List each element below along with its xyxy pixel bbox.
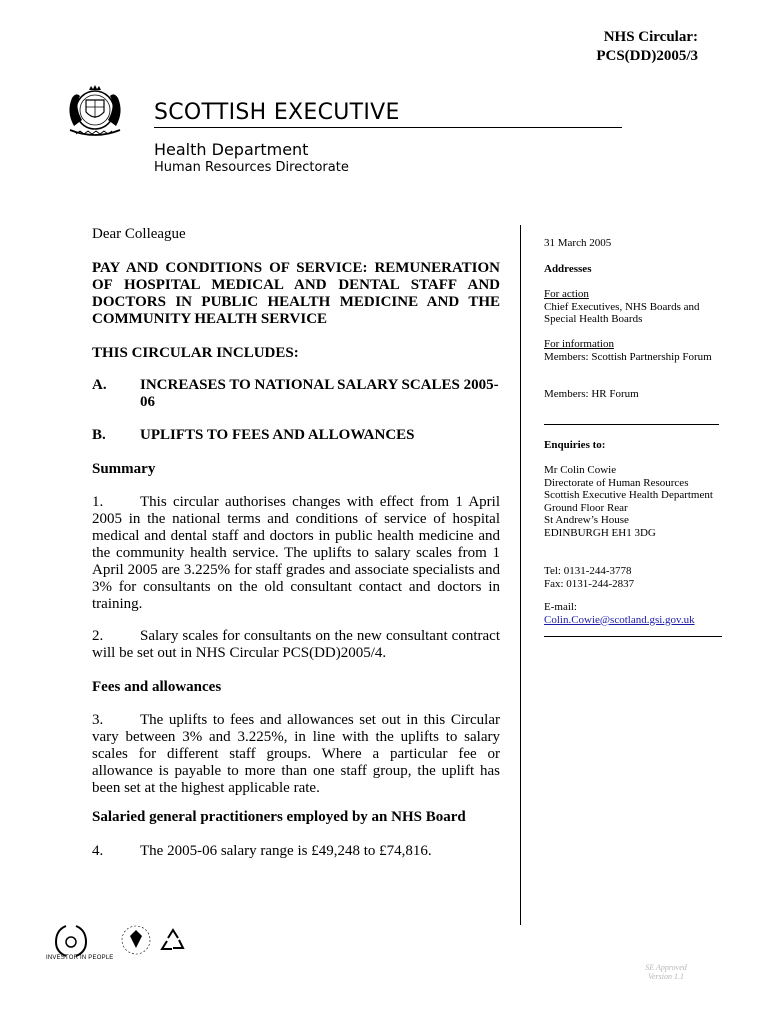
for-information-label: For information (544, 338, 614, 350)
for-information-block (544, 338, 729, 363)
list-item-a-number: A. (92, 377, 107, 393)
list-item-a (92, 377, 500, 411)
sidebar-divider-bottom (544, 636, 722, 637)
phone-block (544, 565, 729, 590)
directorate-name: Human Resources Directorate (154, 160, 349, 175)
contact-department: Scottish Executive Health Department (544, 489, 713, 502)
positive-about-disabled-people-logo (122, 926, 150, 954)
column-divider (520, 225, 521, 925)
for-action-label: For action (544, 288, 589, 300)
contact-directorate: Directorate of Human Resources (544, 476, 689, 489)
circular-heading: PAY AND CONDITIONS OF SERVICE: REMUNERATION OF HOSPITAL MEDICAL AND DENTAL STAFF AND DOCTORS IN PUBLIC HEALTH MEDICINE AND THE COMMUNITY HEALTH SERVICE (92, 260, 500, 327)
circular-reference (596, 28, 698, 66)
contact-city-postcode: EDINBURGH EH1 3DG (544, 526, 656, 539)
paragraph-2-text: Salary scales for consultants on the new consultant contract will be set out in NHS Circular PCS(DD)2005/4. (92, 628, 500, 661)
circular-date: 31 March 2005 (544, 237, 612, 249)
contact-name: Mr Colin Cowie (544, 464, 617, 476)
investor-in-people-label: INVESTOR IN PEOPLE (46, 955, 114, 961)
paragraph-4-number: 4. (92, 843, 104, 859)
list-item-b (92, 427, 500, 444)
members-hr-forum: Members: HR Forum (544, 388, 639, 400)
organisation-title: SCOTTISH EXECUTIVE (154, 100, 400, 125)
recycle-icon (162, 930, 183, 949)
paragraph-1-text: This circular authorises changes with effect from 1 April 2005 in the national terms and conditions of service of hospital medical and dental staff and doctors in public health medicine and the community health service. The uplifts to salary scales from 1 April 2005 are 3.225% for staff grades and associate specialists and 3% for consultants on the old consultant contact and doctors in training. (92, 494, 500, 612)
circular-label: NHS Circular: (603, 29, 698, 45)
paragraph-1 (92, 494, 500, 613)
circular-number: PCS(DD)2005/3 (596, 48, 698, 64)
paragraph-1-number: 1. (92, 494, 104, 510)
paragraph-2 (92, 628, 500, 662)
paragraph-3 (92, 712, 500, 797)
for-action-text: Chief Executives, NHS Boards and Special Health Boards (544, 300, 700, 326)
addresses-heading: Addresses (544, 263, 592, 275)
salaried-gp-heading: Salaried general practitioners employed by an NHS Board (92, 809, 466, 825)
paragraph-4-text: The 2005-06 salary range is £49,248 to £74,816. (140, 843, 432, 859)
for-information-text: Members: Scottish Partnership Forum (544, 350, 712, 363)
enquiries-heading: Enquiries to: (544, 439, 606, 451)
approval-stamp-line2: Version 1.1 (648, 972, 684, 981)
paragraph-3-text: The uplifts to fees and allowances set out in this Circular vary between 3% and 3.225%, in line with the uplifts to salary scales for different staff groups. Where a particular fee or allowance is payable to more than one staff group, the uplift has been set at the highest applicable rate. (92, 712, 500, 796)
fees-heading: Fees and allowances (92, 679, 222, 695)
royal-crest-logo (54, 80, 136, 142)
telephone-number: Tel: 0131-244-3778 (544, 565, 632, 577)
list-item-a-text: INCREASES TO NATIONAL SALARY SCALES 2005-06 (140, 377, 499, 410)
email-block (544, 601, 729, 626)
approval-stamp (636, 963, 696, 981)
list-item-b-number: B. (92, 427, 106, 443)
header-divider (154, 127, 622, 128)
email-link[interactable]: Colin.Cowie@scotland.gsi.gov.uk (544, 613, 695, 626)
paragraph-2-number: 2. (92, 628, 104, 644)
list-item-b-text: UPLIFTS TO FEES AND ALLOWANCES (140, 427, 415, 443)
email-label: E-mail: (544, 601, 577, 613)
paragraph-3-number: 3. (92, 712, 104, 728)
paragraph-4 (92, 843, 500, 860)
sidebar-divider-top (544, 424, 719, 425)
salutation: Dear Colleague (92, 226, 186, 242)
investor-in-people-logo (56, 926, 86, 956)
for-action-block (544, 288, 729, 326)
includes-heading: THIS CIRCULAR INCLUDES: (92, 345, 299, 361)
fax-number: Fax: 0131-244-2837 (544, 577, 635, 590)
summary-heading: Summary (92, 461, 156, 477)
approval-stamp-line1: SE Approved (645, 963, 687, 972)
contact-floor: Ground Floor Rear (544, 501, 628, 514)
department-name: Health Department (154, 140, 309, 159)
contact-building: St Andrew’s House (544, 514, 629, 527)
contact-block (544, 464, 729, 540)
